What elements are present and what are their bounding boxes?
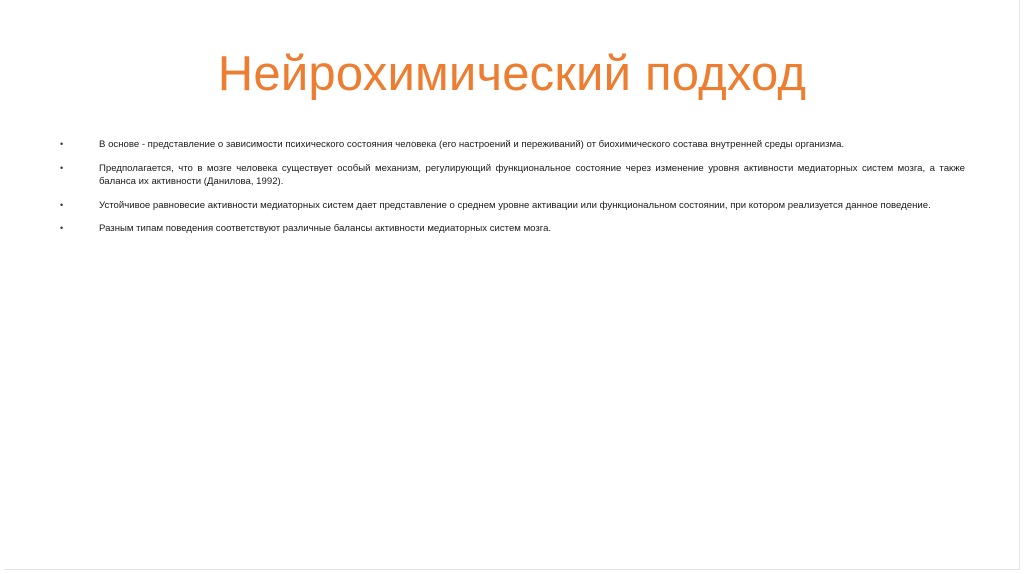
slide-title: Нейрохимический подход [217, 47, 807, 101]
bullet-item [60, 222, 965, 236]
bullet-icon: • [60, 223, 64, 233]
bullet-text: Разным типам поведения соответствуют различные балансы активности медиаторных систем мозга. [99, 223, 552, 234]
bullet-icon: • [60, 139, 64, 149]
bullet-list [60, 138, 965, 246]
bullet-icon: • [60, 162, 64, 173]
bullet-icon: • [60, 199, 64, 210]
bullet-text: В основе - представление о зависимости психического состояния человека (его настроений и переживаний) от биохимического состава внутренней среды организма. [99, 139, 845, 150]
bullet-item [60, 162, 965, 189]
bullet-item [60, 199, 965, 213]
bullet-item [60, 138, 965, 152]
bullet-text: Устойчивое равновесие активности медиаторных систем дает представление о среднем уровне активации или функциональном состоянии, при котором реализуется данное поведение. [99, 199, 931, 211]
bullet-text: Предполагается, что в мозге человека существует особый механизм, регулирующий функциональное состояние через изменение уровня активности медиаторных систем мозга, а также баланса их активности (Данилова, 1992). [99, 162, 965, 187]
